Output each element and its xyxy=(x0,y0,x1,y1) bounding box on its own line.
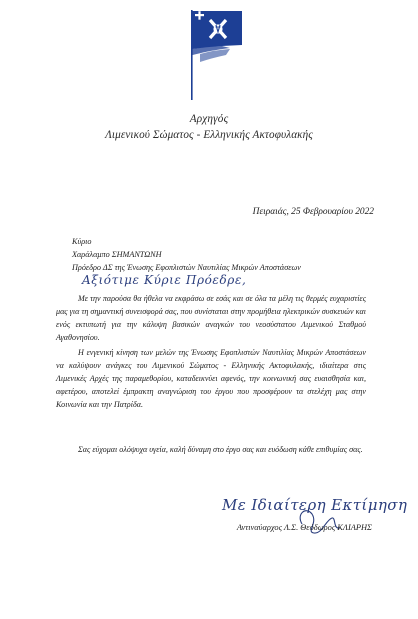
header-title: Αρχηγός xyxy=(189,113,229,125)
recipient-name: Χαράλαμπο ΣΗΜΑΝΤΩΝΗ xyxy=(72,250,162,259)
handwritten-greeting: Αξιότιμε Κύριε Πρόεδρε, xyxy=(82,273,247,287)
recipient-salutation: Κύριο xyxy=(72,237,92,246)
handwritten-closing: Με Ιδιαίτερη Εκτίμηση xyxy=(222,496,408,514)
paragraph-1: Με την παρούσα θα ήθελα να εκφράσω σε εσάς και σε όλα τα μέλη τις θερμές ευχαριστίες μας για τη σημαντική συνεισφορά σας, που συνίσταται στην προμήθεια ηλεκτρικών συσκευών και ενός εκτυπωτή για την κάλυψη βασικών αναγκών του νεοσύστατου Λιμενικού Σταθμού Αγαθονησίου. xyxy=(56,294,366,342)
recipient-title: Πρόεδρο ΔΣ της Ένωσης Εφοπλιστών Ναυτιλίας Μικρών Αποστάσεων xyxy=(72,263,301,272)
letter-date: Πειραιάς, 25 Φεβρουαρίου 2022 xyxy=(252,207,374,217)
header-subtitle: Λιμενικού Σώματος - Ελληνικής Ακτοφυλακής xyxy=(105,129,313,141)
signatory-name: Αντιναύαρχος Λ.Σ. Θεόδωρος ΚΛΙΑΡΗΣ xyxy=(236,523,372,532)
paragraph-2: Η ενγενική κίνηση των μελών της Ένωσης Εφοπλιστών Ναυτιλίας Μικρών Αποστάσεων να καλύψουν ανάγκες του Λιμενικού Σώματος - Ελληνικής Ακτοφυλακής, ιδιαίτερα στις Λιμενικές Αρχές της παραμεθορίου, καταδεικνύει αφενός, την κοινωνική σας ευαισθησία και, αφετέρου, αποτελεί έμπρακτη αναγνώριση του έργου που προσφέρουν τα στελέχη μας στην Κοινωνία και την Πατρίδα. xyxy=(56,348,366,409)
paragraph-3: Σας εύχομαι ολόψυχα υγεία, καλή δύναμη στο έργο σας και ευόδωση κάθε επιθυμίας σας. xyxy=(78,445,363,454)
coast-guard-flag-emblem xyxy=(186,8,246,108)
